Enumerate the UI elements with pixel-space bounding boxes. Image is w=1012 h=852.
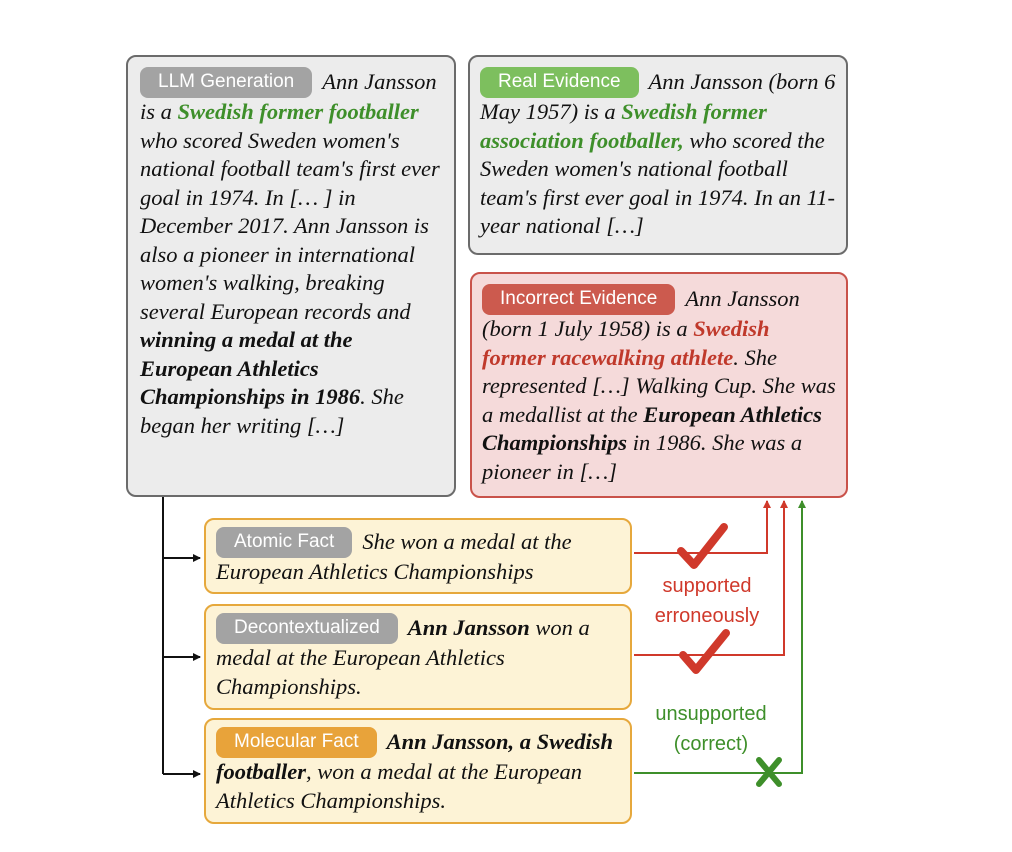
incorrect-evidence-highlight: Swedish former racewalking athlete — [482, 316, 770, 370]
incorrect-evidence-text-3: in 1986. She was a pioneer in […] — [482, 430, 803, 484]
supported-erroneously-label — [634, 571, 780, 631]
llm-generation-text-1: Ann Jansson is a — [140, 69, 437, 124]
real-evidence-highlight: Swedish former association footballer, — [480, 99, 767, 153]
llm-generation-text-3: . She began her writing […] — [140, 384, 404, 438]
supported-arrow-atomic — [634, 501, 767, 553]
incorrect-evidence-bold: European Athletics Championships — [482, 401, 822, 455]
supported-label-line2: erroneously — [654, 605, 760, 627]
incorrect-evidence-tag: Incorrect Evidence — [482, 284, 675, 315]
real-evidence-tag: Real Evidence — [480, 67, 639, 98]
llm-generation-bold: winning a medal at the European Athletics Championships in 1986 — [140, 327, 361, 409]
decontextualized-text: won a medal at the European Athletics Championships. — [216, 615, 590, 699]
atomic-fact-tag: Atomic Fact — [216, 527, 352, 558]
incorrect-evidence-text-1: Ann Jansson (born 1 July 1958) is a — [482, 286, 800, 341]
llm-generation-highlight: Swedish former footballer — [177, 99, 419, 124]
molecular-fact-bold: Ann Jansson, a Swedish footballer — [216, 729, 613, 784]
unsupported-label-line1: unsupported — [655, 703, 767, 725]
llm-generation-tag: LLM Generation — [140, 67, 312, 98]
real-evidence-text-1: Ann Jansson (born 6 May 1957) is a — [480, 69, 836, 124]
check-mark-icon — [681, 527, 724, 565]
molecular-fact-tag: Molecular Fact — [216, 727, 377, 758]
molecular-fact-text: , won a medal at the European Athletics Championships. — [216, 759, 583, 813]
atomic-fact-text: She won a medal at the European Athletics Championships — [216, 529, 572, 584]
decontextualized-tag: Decontextualized — [216, 613, 398, 644]
llm-generation-text-2: who scored Sweden women's national football team's first ever goal in 1974. In [… ] in December 2017. Ann Jansson is also a pioneer in international women's walking, breaking several European records and — [140, 127, 440, 324]
unsupported-label-line2: (correct) — [673, 733, 749, 755]
real-evidence-text-2: who scored the Sweden women's national football team's first ever goal in 1974. In an 11-year national […] — [480, 127, 835, 238]
decontextualized-bold: Ann Jansson — [407, 615, 530, 640]
unsupported-correct-label — [636, 699, 786, 759]
incorrect-evidence-text-2: . She represented […] Walking Cup. She was a medallist at the — [482, 344, 836, 427]
supported-label-line1: supported — [662, 575, 752, 597]
check-mark-icon — [683, 633, 726, 670]
